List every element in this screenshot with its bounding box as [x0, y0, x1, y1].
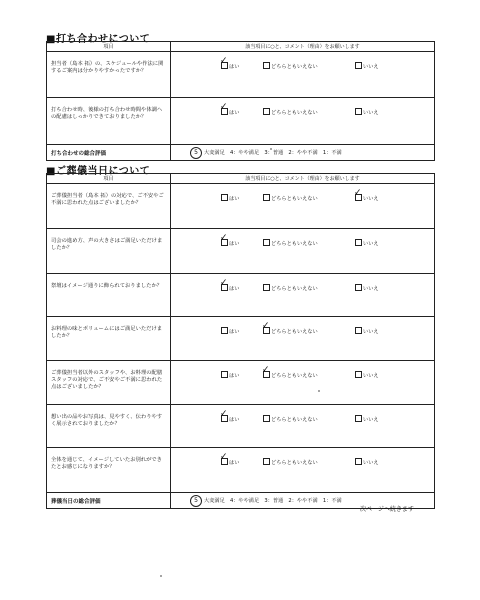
- option-neutral[interactable]: [263, 62, 318, 70]
- option-label-neutral: どちらともいえない: [271, 286, 318, 292]
- option-label-neutral: どちらともいえない: [271, 417, 318, 423]
- question-text: 全体を通じて、イメージしていたお別れができたとお感じになりますか？: [47, 448, 171, 493]
- option-label-neutral: どちらともいえない: [271, 64, 318, 70]
- option-yes[interactable]: [220, 409, 240, 423]
- continued-note: 次ページへ続きます: [360, 506, 414, 513]
- rating-scale-text: 大変満足 4：やや満足 3：普通 2：やや不満 1：不満: [204, 498, 342, 504]
- option-neutral[interactable]: [263, 415, 318, 423]
- check-mark-icon: ✓: [262, 365, 270, 375]
- option-label-yes: はい: [229, 460, 240, 466]
- checkbox-neutral[interactable]: [263, 62, 270, 69]
- option-label-no: いいえ: [363, 460, 379, 466]
- option-no[interactable]: [355, 284, 379, 292]
- option-label-no: いいえ: [363, 64, 379, 70]
- check-mark-icon: ✓: [220, 233, 228, 243]
- check-mark-icon: ✓: [262, 321, 270, 331]
- option-no[interactable]: [354, 188, 379, 202]
- question-row: [47, 317, 435, 361]
- rating-circle[interactable]: 5: [190, 147, 202, 159]
- section1-header-instruction: 該当項目に○と、コメント（理由）をお願いします: [171, 42, 435, 52]
- option-label-neutral: どちらともいえない: [271, 110, 318, 116]
- question-text: 祭壇はイメージ通りに飾られておりましたか？: [47, 274, 171, 317]
- option-label-yes: はい: [229, 286, 240, 292]
- total-rating-label: 葬儀当日の総合評価: [47, 493, 171, 509]
- option-no[interactable]: [355, 458, 379, 466]
- checkbox-no[interactable]: [355, 327, 362, 334]
- section2-header-item: 項目: [47, 174, 171, 184]
- checkbox-neutral[interactable]: [263, 108, 270, 115]
- question-text: ご葬儀担当者以外のスタッフや、お料理の配膳スタッフの対応で、ご不安やご不満に思われた点はございましたか？: [47, 361, 171, 405]
- question-row: [47, 98, 435, 145]
- question-row: [47, 184, 435, 229]
- question-row: [47, 274, 435, 317]
- question-row: [47, 52, 435, 98]
- option-neutral[interactable]: [263, 194, 318, 202]
- check-mark-icon: ✓: [220, 452, 228, 462]
- section1-title: ■打ち合わせについて: [46, 34, 151, 45]
- option-no[interactable]: [355, 371, 379, 379]
- checkbox-neutral[interactable]: [263, 194, 270, 201]
- total-rating-scale: [171, 145, 435, 161]
- question-row: [47, 448, 435, 493]
- option-label-no: いいえ: [363, 196, 379, 202]
- option-no[interactable]: [355, 327, 379, 335]
- answer-cell: [171, 98, 435, 145]
- checkbox-neutral[interactable]: [263, 239, 270, 246]
- total-rating-row: [47, 145, 435, 161]
- option-yes[interactable]: [220, 233, 240, 247]
- option-yes[interactable]: [221, 371, 239, 379]
- section2-title: ■ご葬儀当日について: [46, 166, 151, 177]
- option-label-no: いいえ: [363, 241, 379, 247]
- option-neutral[interactable]: [263, 239, 318, 247]
- answer-cell: [171, 361, 435, 405]
- check-mark-icon: ✓: [220, 409, 228, 419]
- question-text: 司会の進め方、声の大きさはご満足いただけましたか？: [47, 229, 171, 274]
- question-row: [47, 361, 435, 405]
- answer-cell: [171, 405, 435, 448]
- check-mark-icon: ✓: [220, 56, 228, 66]
- option-label-yes: はい: [229, 417, 240, 423]
- check-mark-icon: ✓: [220, 102, 228, 112]
- question-row: [47, 405, 435, 448]
- section2-table: [46, 173, 435, 509]
- option-label-yes: はい: [229, 373, 240, 379]
- option-label-neutral: どちらともいえない: [271, 373, 318, 379]
- option-label-neutral: どちらともいえない: [271, 329, 318, 335]
- checkbox-neutral[interactable]: [263, 458, 270, 465]
- option-label-neutral: どちらともいえない: [271, 460, 318, 466]
- answer-cell: [171, 317, 435, 361]
- answer-cell: [171, 52, 435, 98]
- option-yes[interactable]: [221, 327, 239, 335]
- option-yes[interactable]: [220, 452, 240, 466]
- option-no[interactable]: [355, 415, 379, 423]
- option-yes[interactable]: [220, 56, 240, 70]
- option-label-no: いいえ: [363, 417, 379, 423]
- option-neutral[interactable]: [263, 108, 318, 116]
- option-label-yes: はい: [229, 64, 240, 70]
- checkbox-no[interactable]: [355, 415, 362, 422]
- checkbox-no[interactable]: [355, 458, 362, 465]
- question-text: 打ち合わせ時、後様の打ち合わせ時間や体調への配慮はしっかりできておりましたか？: [47, 98, 171, 145]
- checkbox-no[interactable]: [355, 108, 362, 115]
- option-label-yes: はい: [229, 241, 240, 247]
- checkbox-neutral[interactable]: [263, 415, 270, 422]
- checkbox-no[interactable]: [355, 284, 362, 291]
- answer-cell: [171, 448, 435, 493]
- answer-cell: [171, 184, 435, 229]
- question-text: ご葬儀担当者（島本 拓）の対応で、ご不安やご不満に思われた点はございましたか？: [47, 184, 171, 229]
- option-label-no: いいえ: [363, 373, 379, 379]
- checkbox-no[interactable]: [355, 239, 362, 246]
- option-neutral[interactable]: [262, 365, 318, 379]
- question-row: [47, 229, 435, 274]
- option-neutral[interactable]: [263, 284, 318, 292]
- question-text: 想い出の品やお写真は、見やすく、伝わりやすく展示されておりましたか？: [47, 405, 171, 448]
- question-text: 担当者（島本 拓）の、スケジュールや作法に関するご案内は分かりやすかったですか？: [47, 52, 171, 98]
- checkbox-no[interactable]: [355, 371, 362, 378]
- checkbox-yes[interactable]: [221, 327, 228, 334]
- option-label-no: いいえ: [363, 329, 379, 335]
- option-label-yes: はい: [229, 110, 240, 116]
- answer-cell: [171, 274, 435, 317]
- option-label-yes: はい: [229, 196, 240, 202]
- scan-speck: [270, 148, 272, 150]
- rating-scale-text: 大変満足 4：やや満足 3：普通 2：やや不満 1：不満: [204, 150, 342, 156]
- option-neutral[interactable]: [262, 321, 318, 335]
- option-label-yes: はい: [229, 329, 240, 335]
- section1-table: [46, 41, 435, 161]
- check-mark-icon: ✓: [220, 278, 228, 288]
- option-neutral[interactable]: [263, 458, 318, 466]
- check-mark-icon: ✓: [354, 188, 362, 198]
- option-yes[interactable]: [220, 102, 240, 116]
- checkbox-yes[interactable]: [221, 194, 228, 201]
- option-yes[interactable]: [220, 278, 240, 292]
- checkbox-neutral[interactable]: [263, 284, 270, 291]
- option-label-neutral: どちらともいえない: [271, 241, 318, 247]
- checkbox-yes[interactable]: [221, 371, 228, 378]
- option-label-no: いいえ: [363, 286, 379, 292]
- rating-circle[interactable]: 5: [190, 495, 202, 507]
- question-text: お料理の味とボリュームにはご満足いただけましたか？: [47, 317, 171, 361]
- scan-speck: [160, 575, 162, 577]
- option-no[interactable]: [355, 239, 379, 247]
- option-label-neutral: どちらともいえない: [271, 196, 318, 202]
- option-label-no: いいえ: [363, 110, 379, 116]
- option-no[interactable]: [355, 108, 379, 116]
- scan-speck: [318, 390, 320, 392]
- total-rating-label: 打ち合わせの総合評価: [47, 145, 171, 161]
- section1-header-item: 項目: [47, 42, 171, 52]
- option-no[interactable]: [355, 62, 379, 70]
- checkbox-no[interactable]: [355, 62, 362, 69]
- section2-header-instruction: 該当項目に○と、コメント（理由）をお願いします: [171, 174, 435, 184]
- option-yes[interactable]: [221, 194, 239, 202]
- answer-cell: [171, 229, 435, 274]
